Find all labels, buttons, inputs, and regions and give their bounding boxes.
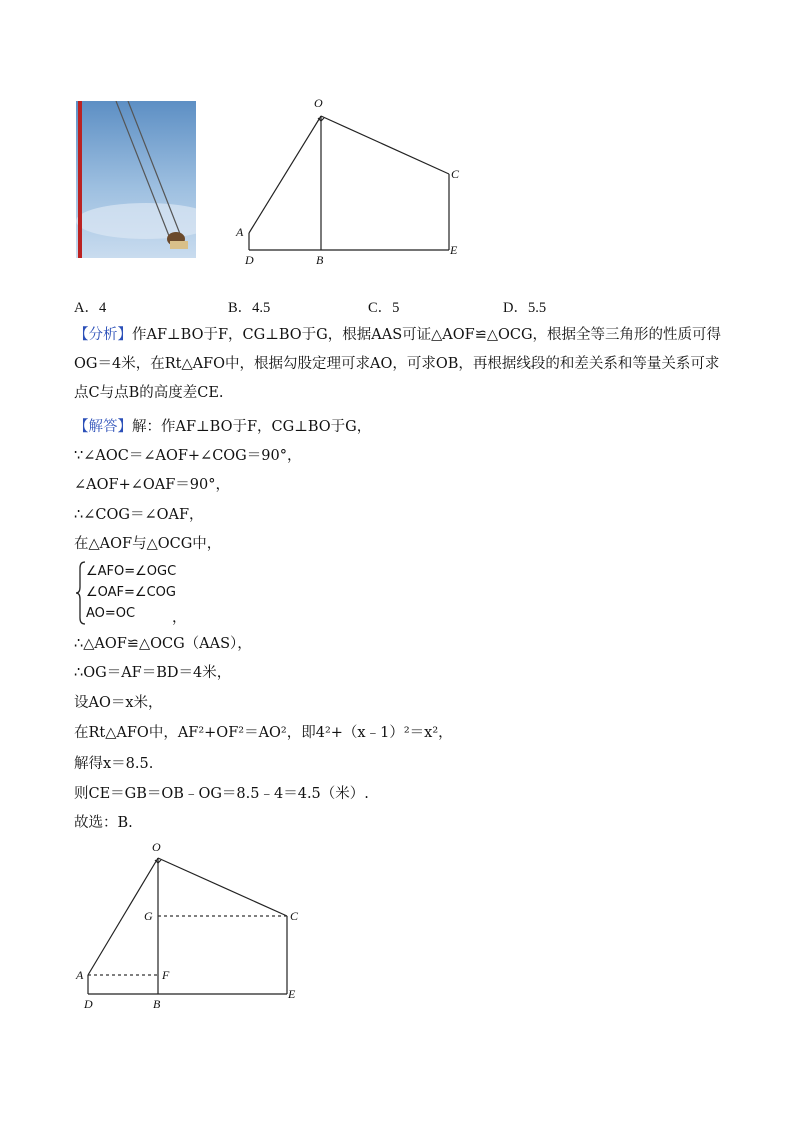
fig1-label-E: E: [450, 243, 458, 257]
fig2-label-F: F: [162, 968, 170, 982]
solution-line-1: ∵∠AOC＝∠AOF+∠COG＝90°，: [74, 448, 302, 464]
solution-line-5: ∴△AOF≌△OCG（AAS），: [74, 636, 252, 652]
condition-3: AO=OC: [86, 606, 136, 621]
analysis-block: [74, 321, 729, 408]
choice-c: C．5: [368, 300, 400, 316]
solution-line-9: 解得x＝8.5.: [74, 756, 154, 772]
choice-b: B．4.5: [228, 300, 271, 316]
fig1-label-O: O: [314, 96, 323, 110]
solution-line-3: ∴∠COG＝∠OAF，: [74, 507, 204, 523]
solution-tag: 【解答】: [74, 419, 132, 435]
fig2-label-E: E: [288, 987, 296, 1001]
solution-line-11: 故选：B.: [74, 815, 133, 831]
fig2-label-A: A: [76, 968, 84, 982]
condition-end: ，: [172, 610, 187, 626]
fig2-label-O: O: [152, 840, 161, 854]
analysis-tag: 【分析】: [74, 327, 132, 343]
condition-1: ∠AFO=∠OGC: [86, 564, 177, 579]
fig1-label-D: D: [245, 253, 254, 267]
fig2-label-C: C: [290, 909, 299, 923]
fig1-label-A: A: [236, 225, 244, 239]
fig1-label-C: C: [451, 167, 460, 181]
choice-a: A．4: [74, 300, 107, 316]
fig1-label-B: B: [316, 253, 324, 267]
diagram-figure-2: [70, 835, 310, 1015]
fig2-label-B: B: [153, 997, 161, 1011]
swing-photo-icon: [76, 101, 196, 258]
choice-d: D．5.5: [503, 300, 547, 316]
condition-2: ∠OAF=∠COG: [86, 585, 176, 600]
solution-intro-line: 【解答】解：作AF⊥BO于F，CG⊥BO于G，: [74, 419, 372, 435]
swing-photo: [76, 101, 196, 258]
analysis-text: 作AF⊥BO于F，CG⊥BO于G，根据AAS可证△AOF≌△OCG，根据全等三角形的性质可得OG＝4米，在Rt△AFO中，根据勾股定理可求AO，可求OB，再根据线段的和差关系和等量关系可求点C与点B的高度差CE.: [74, 327, 722, 401]
solution-line-8: 在Rt△AFO中，AF²+OF²＝AO²，即4²+（x﹣1）²＝x²，: [74, 725, 453, 741]
diagram-figure-1: [230, 92, 470, 272]
solution-line-4: 在△AOF与△OCG中，: [74, 536, 222, 552]
solution-line-7: 设AO＝x米，: [74, 695, 163, 711]
solution-line-2: ∠AOF+∠OAF＝90°，: [74, 477, 230, 493]
solution-line-6: ∴OG＝AF＝BD＝4米，: [74, 665, 232, 681]
fig2-label-G: G: [144, 909, 153, 923]
fig2-label-D: D: [84, 997, 93, 1011]
solution-line-10: 则CE＝GB＝OB﹣OG＝8.5﹣4＝4.5（米）.: [74, 786, 369, 802]
